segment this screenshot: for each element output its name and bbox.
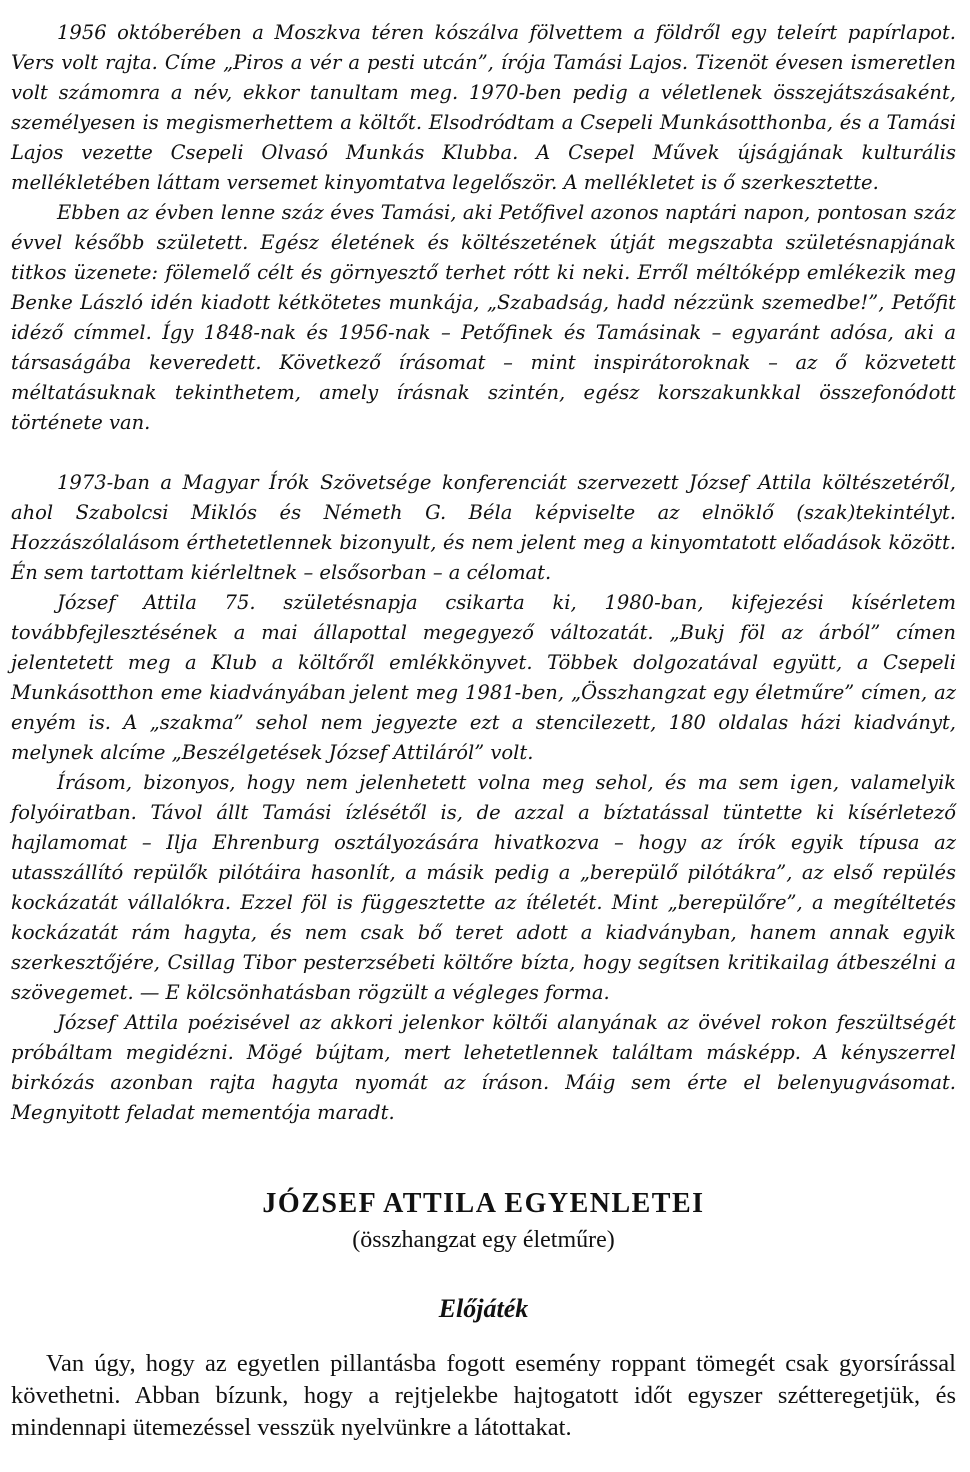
history-paragraph-2: József Attila 75. születésnapja csikarta ki, 1980-ban, kifejezési kísérletem továbbfejlesztésének a mai állapottal megegyező változatát. „Bukj föl az árból” címen jelentetett meg a Klub a költőről emlékkönyvet. Többek dolgozatával együtt, a Csepeli Munkásotthon eme kiadványában jelent meg 1981-ben, „Összhangzat egy életműre” címen, az enyém is. A „szakma” sehol nem jegyezte ezt a stencilezett, 180 oldalas házi kiadványt, melynek alcíme „Beszélgetések József Attiláról” volt. bbox=[11, 591, 956, 764]
intro-paragraph-2: Ebben az évben lenne száz éves Tamási, aki Petőfivel azonos naptári napon, pontosan száz évvel később született. Egész életének és költészetének útját megszabta születésnapjának titkos üzenete: fölemelő célt és görnyesztő terhet rótt ki neki. Erről méltóképp emlékezik meg Benke László idén kiadott kétkötetes munkája, „Szabadság, hadd nézzünk szemedbe!”, Petőfit idéző címmel. Így 1848-nak és 1956-nak – Petőfinek és Tamásinak – egyaránt adósa, aki a társaságába keveredett. Következő írásomat – mint inspirátoroknak – az ő közvetett méltatásuknak tekinthetem, amely írásnak szintén, egész korszakunkkal összefonódott története van. bbox=[11, 201, 956, 434]
opening-paragraph: Van úgy, hogy az egyetlen pillantásba fogott esemény roppant tömegét csak gyorsírással követhetni. Abban bízunk, hogy a rejtjelekbe hajtogatott időt egyszer szétteregetjük, és mindennapi ütemezéssel vesszük nyelvünkre a látottakat. bbox=[11, 1350, 956, 1441]
intro-paragraph-1: 1956 októberében a Moszkva téren kószálva fölvettem a földről egy teleírt papírlapot. Vers volt rajta. Címe „Piros a vér a pesti utcán”, írója Tamási Lajos. Tizenöt évesen ismeretlen volt számomra a név, ekkor tanultam meg. 1970-ben pedig a véletlenek összejátszásaként, személyesen is megismerhettem a költőt. Elsodródtam a Csepeli Munkásotthonba, és a Tamási Lajos vezette Csepeli Olvasó Munkás Klubba. A Csepel Művek újságjának kulturális mellékletében láttam versemet kinyomtatva legelőször. A mellékletet is ő szerkesztette. bbox=[11, 21, 956, 194]
work-title: JÓZSEF ATTILA EGYENLETEI bbox=[262, 1188, 705, 1219]
history-paragraph-3: Írásom, bizonyos, hogy nem jelenhetett volna meg sehol, és ma sem igen, valamelyik folyóiratban. Távol állt Tamási ízlésétől is, de azzal a bíztatással tüntette ki kísérletező hajlamomat – Ilja Ehrenburg osztályozására hivatkozva – hogy az írók egyik típusa az utasszállító repülők pilótáira hasonlít, a másik pedig a „berepülő pilótákra”, az első repülés kockázatát vállalókra. Ezzel föl is függesztette az ítéletét. Mint „berepülőre”, a megítéltetés kockázatát rám hagyta, és nem csak bő teret adott a kiadványban, hanem annak egyik szerkesztőjére, Csillag Tibor pesterzsébeti költőre bízta, hogy segítsen kritikailag átbeszélni a szövegemet. — E kölcsönhatásban rögzült a végleges forma. bbox=[11, 771, 956, 1004]
paragraph-gap bbox=[11, 438, 956, 468]
section-heading: Előjáték bbox=[438, 1294, 529, 1323]
history-paragraph-4: József Attila poézisével az akkori jelenkor költői alanyának az övével rokon feszültségét próbáltam megidézni. Mögé bújtam, mert lehetetlennek találtam másképp. A kényszerrel birkózás azonban rajta hagyta nyomát az íráson. Máig sem érte el belenyugvásomat. Megnyitott feladat mementója maradt. bbox=[11, 1011, 956, 1124]
history-paragraph-1: 1973-ban a Magyar Írók Szövetsége konferenciát szervezett József Attila költészetéről, ahol Szabolcsi Miklós és Németh G. Béla képviselte az elnöklő (szak)tekintélyt. Hozzászólalásom érthetetlennek bizonyult, és nem jelent meg a kinyomtatott előadások között. Én sem tartottam kiérleltnek – elsősorban – a célomat. bbox=[11, 471, 956, 584]
work-subtitle: (összhangzat egy életműre) bbox=[352, 1227, 615, 1253]
